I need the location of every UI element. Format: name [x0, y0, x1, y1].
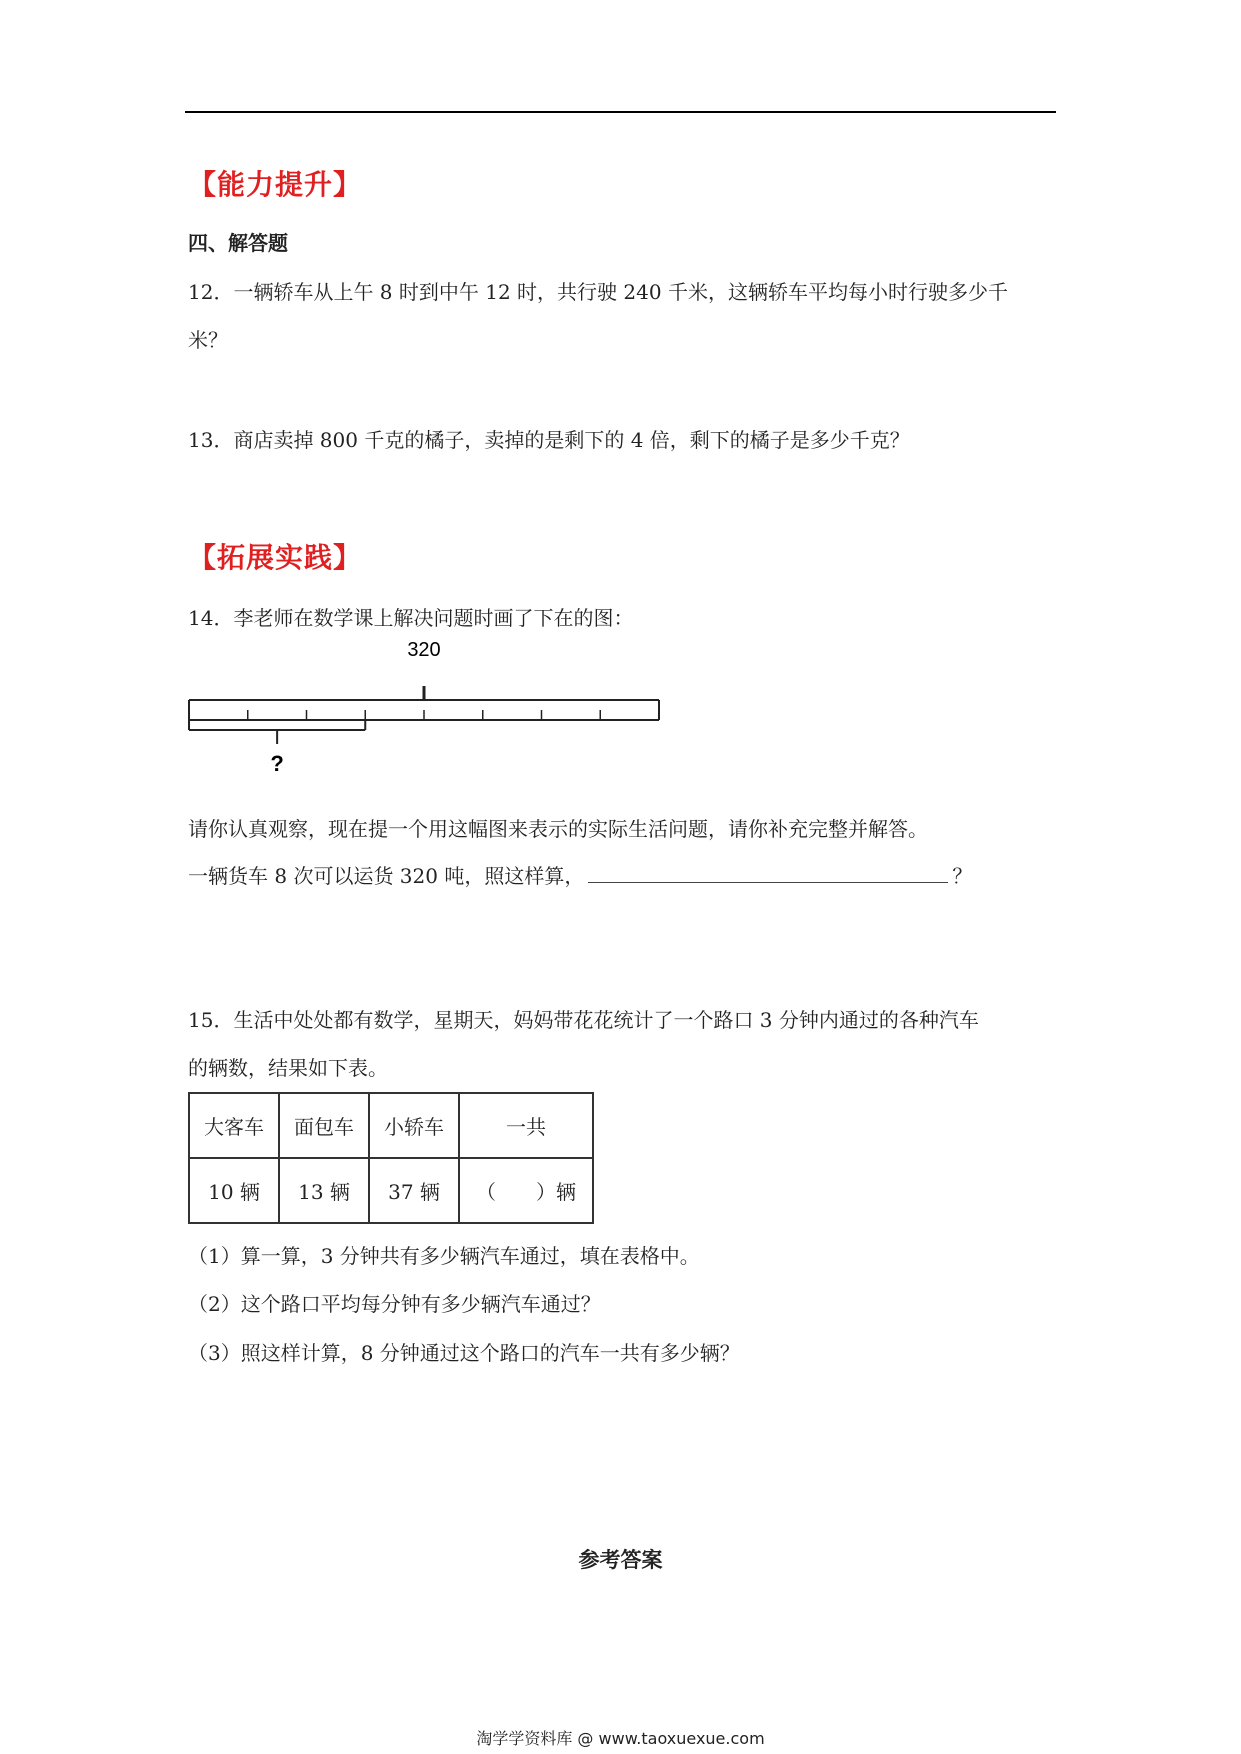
table-value-cell: 13 辆 — [279, 1158, 369, 1223]
vehicle-table — [188, 1092, 594, 1224]
answer-blank[interactable] — [588, 864, 948, 883]
table-value-cell: 10 辆 — [189, 1158, 279, 1223]
q13-text: 13．商店卖掉 800 千克的橘子，卖掉的是剩下的 4 倍，剩下的橘子是多少千克？ — [188, 428, 910, 452]
diagram-lines — [189, 686, 659, 744]
q14-fill-line — [188, 860, 972, 889]
q14-fill-prefix: 一辆货车 8 次可以运货 320 吨，照这样算， — [188, 864, 585, 888]
table-value-row — [189, 1158, 593, 1223]
q14-instruction: 请你认真观察，现在提一个用这幅图来表示的实际生活问题，请你补充完整并解答。 — [188, 817, 928, 841]
q14-fill-suffix: ？ — [952, 864, 973, 888]
segment-diagram — [184, 639, 674, 776]
q12-line2: 米？ — [188, 328, 228, 352]
reference-answer-heading: 参考答案 — [578, 1548, 663, 1572]
table-header-cell: 大客车 — [189, 1093, 279, 1158]
table-header-row — [189, 1093, 593, 1158]
q15-line2: 的辆数，结果如下表。 — [188, 1056, 388, 1080]
top-rule — [185, 111, 1056, 113]
q14-intro: 14．李老师在数学课上解决问题时画了下在的图： — [188, 606, 634, 630]
section-title-ability: 【能力提升】 — [188, 168, 363, 201]
q15-sub2: （2）这个路口平均每分钟有多少辆汽车通过？ — [188, 1292, 601, 1316]
table-header-cell: 小轿车 — [369, 1093, 459, 1158]
part-heading: 四、解答题 — [188, 231, 288, 255]
q15-sub1: （1）算一算，3 分钟共有多少辆汽车通过，填在表格中。 — [188, 1244, 700, 1268]
table-value-cell: 37 辆 — [369, 1158, 459, 1223]
table-header-cell: 一共 — [459, 1093, 593, 1158]
table-total-cell[interactable]: （ ）辆 — [459, 1158, 593, 1223]
diagram-top-label: 320 — [407, 639, 441, 661]
diagram-bottom-label: ? — [270, 751, 284, 776]
q15-line1: 15．生活中处处都有数学，星期天，妈妈带花花统计了一个路口 3 分钟内通过的各种汽车 — [188, 1008, 979, 1032]
q12-line1: 12．一辆轿车从上午 8 时到中午 12 时，共行驶 240 千米，这辆轿车平均每小时行驶多少千 — [188, 280, 1008, 304]
q15-sub3: （3）照这样计算，8 分钟通过这个路口的汽车一共有多少辆？ — [188, 1341, 740, 1365]
footer-watermark: 淘学学资料库 @ www.taoxuexue.com — [476, 1729, 765, 1748]
table-header-cell: 面包车 — [279, 1093, 369, 1158]
section-title-practice: 【拓展实践】 — [188, 541, 363, 574]
